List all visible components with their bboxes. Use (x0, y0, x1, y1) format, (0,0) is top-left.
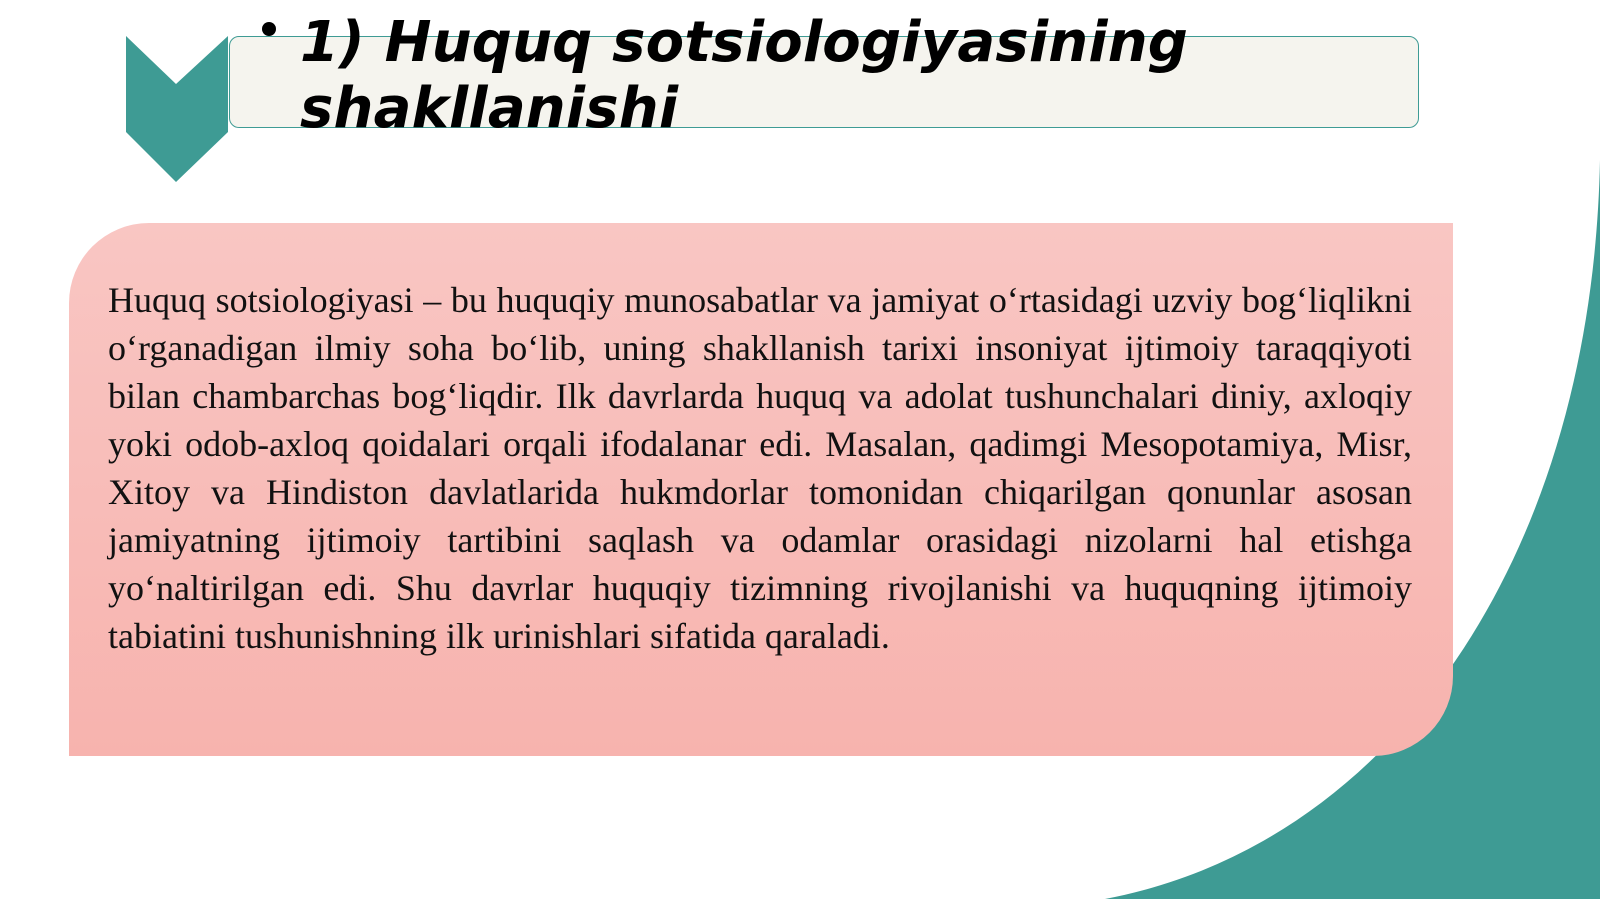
bullet-dot-icon (262, 22, 276, 36)
slide-title: 1) Huquq sotsiologiyasining shakllanishi (300, 10, 1189, 141)
chevron-down-icon (126, 36, 230, 182)
body-paragraph: Huquq sotsiologiyasi – bu huquqiy munosabatlar va jamiyat o‘rtasidagi uzviy bog‘liqlikni o‘rganadigan ilmiy soha bo‘lib, uning shakllanish tarixi insoniyat ijtimoiy taraqqiyoti bilan chambarchas bog‘liqdir. Ilk davrlarda huquq va adolat tushunchalari diniy, axloqiy yoki odob-axloq qoidalari orqali ifodalanar edi. Masalan, qadimgi Mesopotamiya, Misr, Xitoy va Hindiston davlatlarida hukmdorlar tomonidan chiqarilgan qonunlar asosan jamiyatning ijtimoiy tartibini saqlash va odamlar orasidagi nizolarni hal etishga yo‘naltirilgan edi. Shu davrlar huquqiy tizimning rivojlanishi va huquqning ijtimoiy tabiatini tushunishning ilk urinishlari sifatida qaraladi. (108, 280, 1412, 656)
